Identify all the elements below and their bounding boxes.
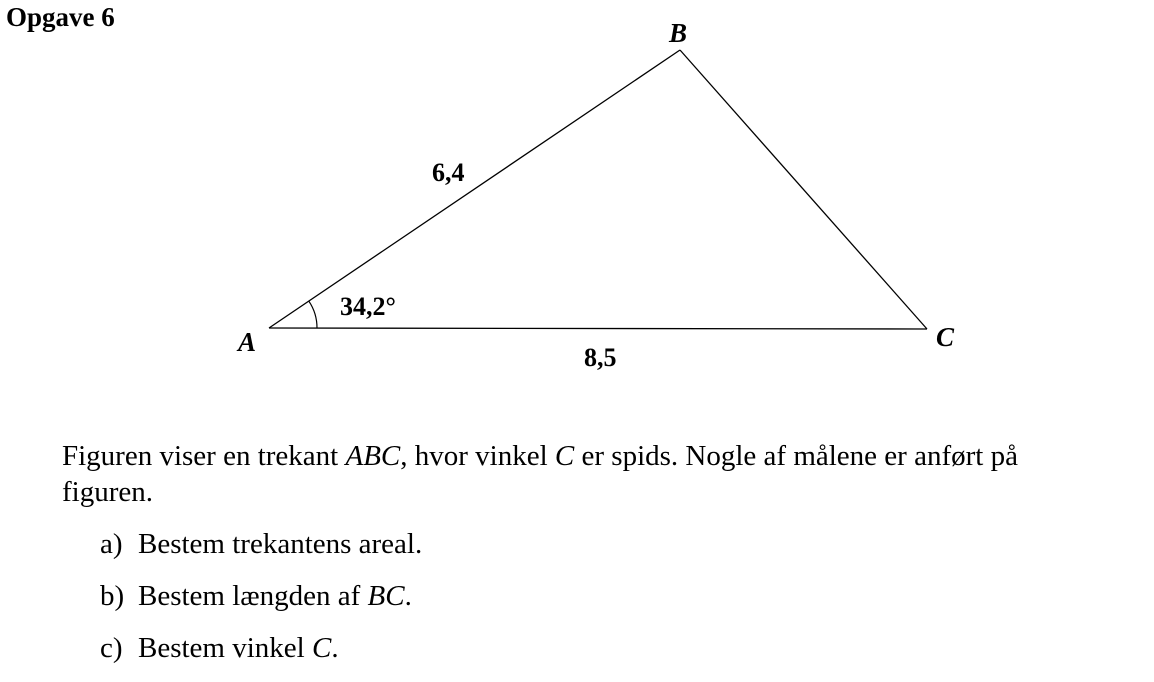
task-text: Bestem længden af xyxy=(138,580,368,612)
assignment-title: Opgave 6 xyxy=(6,2,115,32)
task-italic: C xyxy=(311,632,332,664)
intro-part2: , hvor vinkel xyxy=(400,440,555,472)
task-list xyxy=(62,526,1092,666)
task-letter: b) xyxy=(100,580,125,612)
task-text: Bestem trekantens areal. xyxy=(138,528,423,560)
problem-text xyxy=(62,438,1092,682)
angle-arc-a xyxy=(309,301,317,328)
angle-a-measure: 34,2° xyxy=(340,292,396,321)
task-tail: . xyxy=(404,580,412,612)
side-ac xyxy=(269,328,927,329)
side-bc xyxy=(680,50,927,329)
task-item-a xyxy=(100,526,1092,562)
intro-angle-name: C xyxy=(554,440,575,472)
task-text: Bestem vinkel xyxy=(138,632,312,664)
intro-part1: Figuren viser en trekant xyxy=(62,440,346,472)
vertex-label-b: B xyxy=(669,18,688,48)
task-letter: a) xyxy=(100,528,123,560)
side-ac-length: 8,5 xyxy=(584,343,617,372)
intro-part3: er spids. Nogle af målene er anført på figuren. xyxy=(62,440,1018,508)
task-italic: BC xyxy=(367,580,405,612)
task-letter: c) xyxy=(100,632,123,664)
side-ab-length: 6,4 xyxy=(432,158,465,187)
intro-paragraph xyxy=(62,438,1092,510)
vertex-label-a: A xyxy=(238,327,257,357)
intro-triangle-name: ABC xyxy=(345,440,401,472)
side-ab xyxy=(269,50,680,328)
task-item-c xyxy=(100,630,1092,666)
vertex-label-c: C xyxy=(936,322,955,352)
task-tail: . xyxy=(331,632,339,664)
task-item-b xyxy=(100,578,1092,614)
